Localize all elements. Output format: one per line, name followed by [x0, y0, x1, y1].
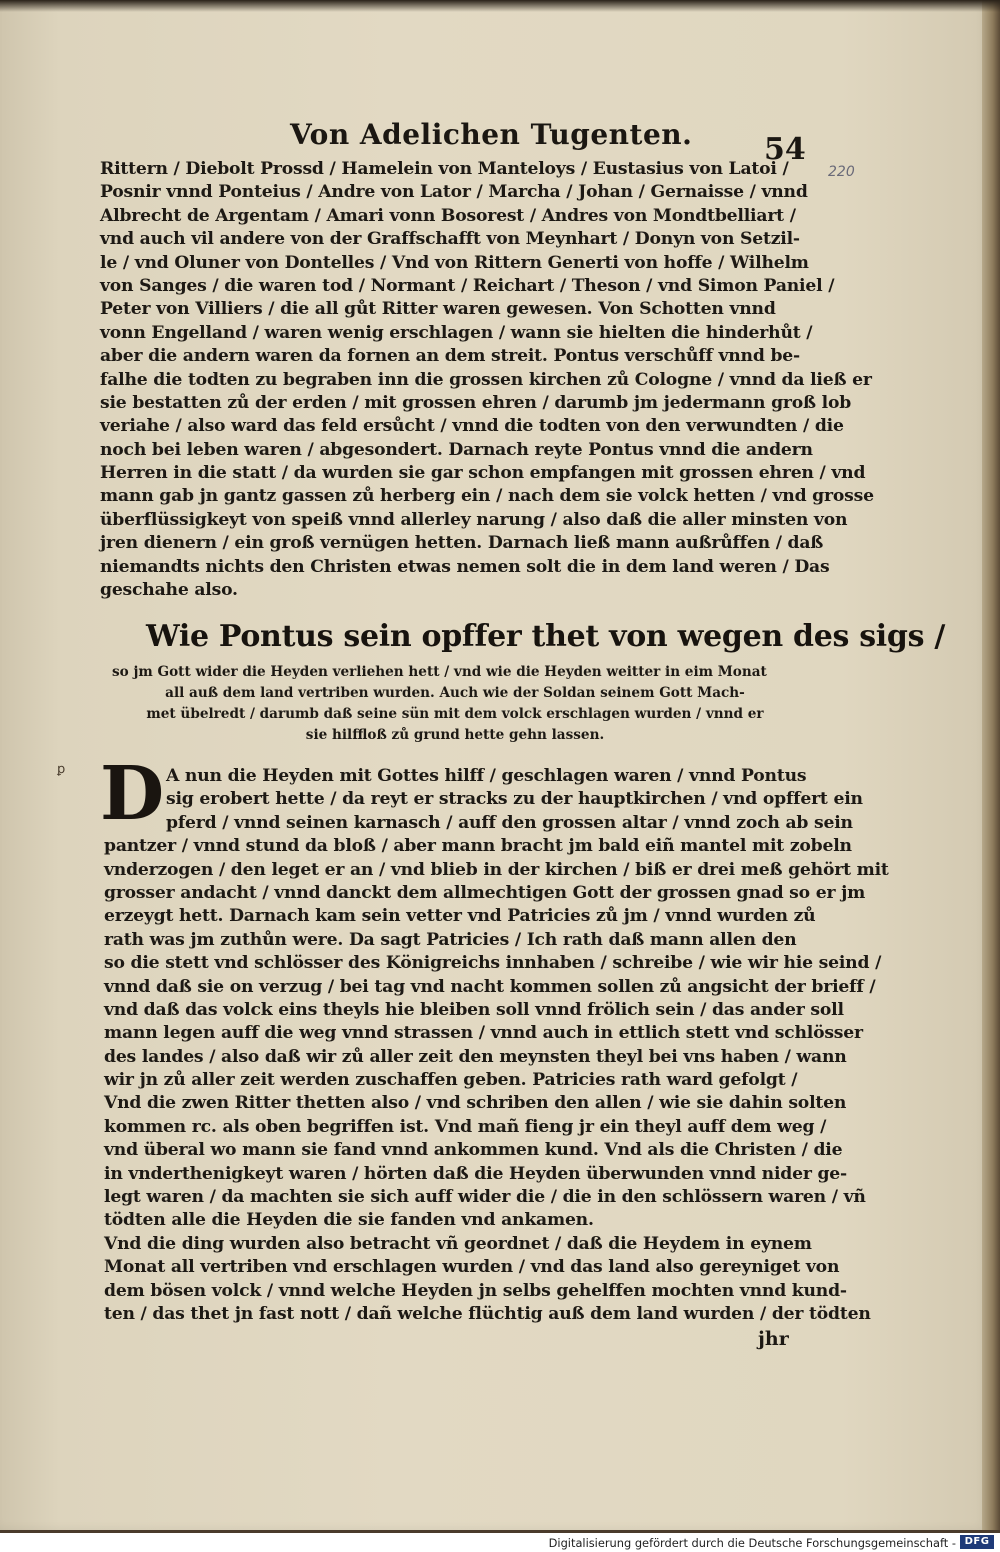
text-line: überflüssigkeyt von speiß vnnd allerley narung / also daß die aller minsten von — [100, 509, 848, 530]
text-line: rath was jm zuthůn were. Da sagt Patricies / Ich rath daß mann allen den — [104, 929, 797, 950]
text-line: des landes / also daß wir zů aller zeit den meynsten theyl bei vns haben / wann — [104, 1046, 847, 1067]
text-line: pferd / vnnd seinen karnasch / auff den grossen altar / vnnd zoch ab sein — [166, 812, 853, 833]
text-line: aber die andern waren da fornen an dem streit. Pontus verschůff vnnd be- — [100, 346, 800, 367]
text-line: Monat all vertriben vnd erschlagen wurden / vnd das land also gereyniget von — [104, 1257, 840, 1278]
funding-notice: Digitalisierung gefördert durch die Deutsche Forschungsgemeinschaft - — [548, 1536, 956, 1550]
text-line: von Sanges / die waren tod / Normant / Reichart / Theson / vnd Simon Paniel / — [100, 275, 835, 296]
scan-shadow — [0, 0, 1000, 12]
text-line: vnd daß das volck eins theyls hie bleiben soll vnnd frölich sein / das ander soll — [104, 999, 844, 1020]
text-line: sie bestatten zů der erden / mit grossen ehren / darumb jm jedermann groß lob — [100, 392, 852, 413]
text-line: le / vnd Oluner von Dontelles / Vnd von Rittern Generti von hoffe / Wilhelm — [100, 252, 809, 273]
text-line: erzeygt hett. Darnach kam sein vetter vnd Patricies zů jm / vnnd wurden zů — [104, 906, 816, 927]
chapter-title: Wie Pontus sein opffer thet von wegen des sigs / — [146, 619, 945, 654]
marginal-mark: ꝑ — [57, 762, 66, 777]
page-edge — [982, 0, 1000, 1530]
text-line: kommen rc. als oben begriffen ist. Vnd mañ fieng jr ein theyl auff dem weg / — [104, 1116, 827, 1137]
text-line: vonn Engelland / waren wenig erschlagen / wann sie hielten die hinderhůt / — [100, 322, 813, 343]
text-line: sig erobert hette / da reyt er stracks zu der hauptkirchen / vnd opffert ein — [166, 789, 863, 810]
text-line: A nun die Heyden mit Gottes hilff / geschlagen waren / vnnd Pontus — [166, 766, 807, 786]
chapter-subtitle-line: all auß dem land vertriben wurden. Auch wie der Soldan seinem Gott Mach- — [165, 685, 745, 701]
text-line: Vnd die ding wurden also betracht vñ geordnet / daß die Heydem in eynem — [104, 1233, 812, 1254]
page-number: 54 — [764, 132, 806, 167]
text-line: vnnd daß sie on verzug / bei tag vnd nacht kommen sollen zů angsicht der brieff / — [104, 976, 876, 997]
text-line: Albrecht de Argentam / Amari vonn Bosorest / Andres von Mondtbelliart / — [100, 205, 796, 226]
text-line: geschahe also. — [100, 580, 238, 601]
chapter-subtitle-line: met übelredt / darumb daß seine sün mit dem volck erschlagen wurden / vnnd er — [146, 706, 764, 722]
decorated-initial: D — [100, 751, 165, 837]
dfg-logo: DFG — [960, 1535, 994, 1549]
text-line: jren dienern / ein groß vernügen hetten. Darnach ließ mann außrůffen / daß — [100, 533, 824, 554]
text-line: Posnir vnnd Ponteius / Andre von Lator / Marcha / Johan / Gernaisse / vnnd — [100, 182, 808, 203]
chapter-subtitle-line: sie hilffloß zů grund hette gehn lassen. — [305, 727, 605, 743]
text-line: niemandts nichts den Christen etwas nemen solt die in dem land weren / Das — [100, 556, 830, 577]
text-line: legt waren / da machten sie sich auff wider die / die in den schlössern waren / vñ — [104, 1187, 866, 1208]
text-line: noch bei leben waren / abgesondert. Darnach reyte Pontus vnnd die andern — [100, 439, 813, 460]
text-line: wir jn zů aller zeit werden zuschaffen geben. Patricies rath ward gefolgt / — [104, 1070, 798, 1091]
text-line: pantzer / vnnd stund da bloß / aber mann bracht jm bald eiñ mantel mit zobeln — [104, 836, 852, 857]
chapter-subtitle-line: so jm Gott wider die Heyden verliehen hett / vnd wie die Heyden weitter in eim Monat — [112, 664, 767, 680]
text-line: mann legen auff die weg vnnd strassen / vnnd auch in ettlich stett vnd schlösser — [104, 1023, 863, 1044]
text-line: tödten alle die Heyden die sie fanden vnd ankamen. — [104, 1210, 594, 1231]
text-line: Vnd die zwen Ritter thetten also / vnd schriben den allen / wie sie dahin solten — [104, 1093, 847, 1114]
text-line: Peter von Villiers / die all gůt Ritter waren gewesen. Von Schotten vnnd — [100, 299, 776, 320]
text-line: Rittern / Diebolt Prossd / Hamelein von Manteloys / Eustasius von Latoi / — [100, 159, 789, 179]
text-line: vnderzogen / den leget er an / vnd blieb in der kirchen / biß er drei meß gehört mit — [104, 859, 889, 880]
text-line: falhe die todten zu begraben inn die grossen kirchen zů Cologne / vnnd da ließ er — [100, 369, 872, 390]
text-line: veriahe / also ward das feld ersůcht / vnnd die todten von den verwundten / die — [100, 416, 844, 437]
text-line: mann gab jn gantz gassen zů herberg ein / nach dem sie volck hetten / vnd grosse — [100, 486, 874, 507]
text-line: ten / das thet jn fast nott / dañ welche flüchtig auß dem land wurden / der tödten — [104, 1303, 871, 1324]
text-line: in vnderthenigkeyt waren / hörten daß die Heyden überwunden vnnd nider ge- — [104, 1163, 847, 1184]
text-line: Herren in die statt / da wurden sie gar schon empfangen mit grossen ehren / vnd — [100, 463, 866, 484]
catchword: jhr — [758, 1328, 789, 1350]
text-line: grosser andacht / vnnd danckt dem allmechtigen Gott der grossen gnad so er jm — [104, 882, 866, 903]
paragraph-2 — [104, 765, 889, 1326]
text-line: so die stett vnd schlösser des Königreichs innhaben / schreibe / wie wir hie seind / — [104, 953, 882, 974]
handwritten-folio-number: 220 — [828, 164, 855, 180]
text-line: vnd auch vil andere von der Graffschafft von Meynhart / Donyn von Setzil- — [100, 229, 800, 250]
text-line: vnd überal wo mann sie fand vnnd ankommen kund. Vnd als die Christen / die — [104, 1140, 843, 1161]
running-title: Von Adelichen Tugenten. — [290, 118, 693, 151]
text-line: dem bösen volck / vnnd welche Heyden jn selbs gehelffen mochten vnnd kund- — [104, 1280, 847, 1301]
